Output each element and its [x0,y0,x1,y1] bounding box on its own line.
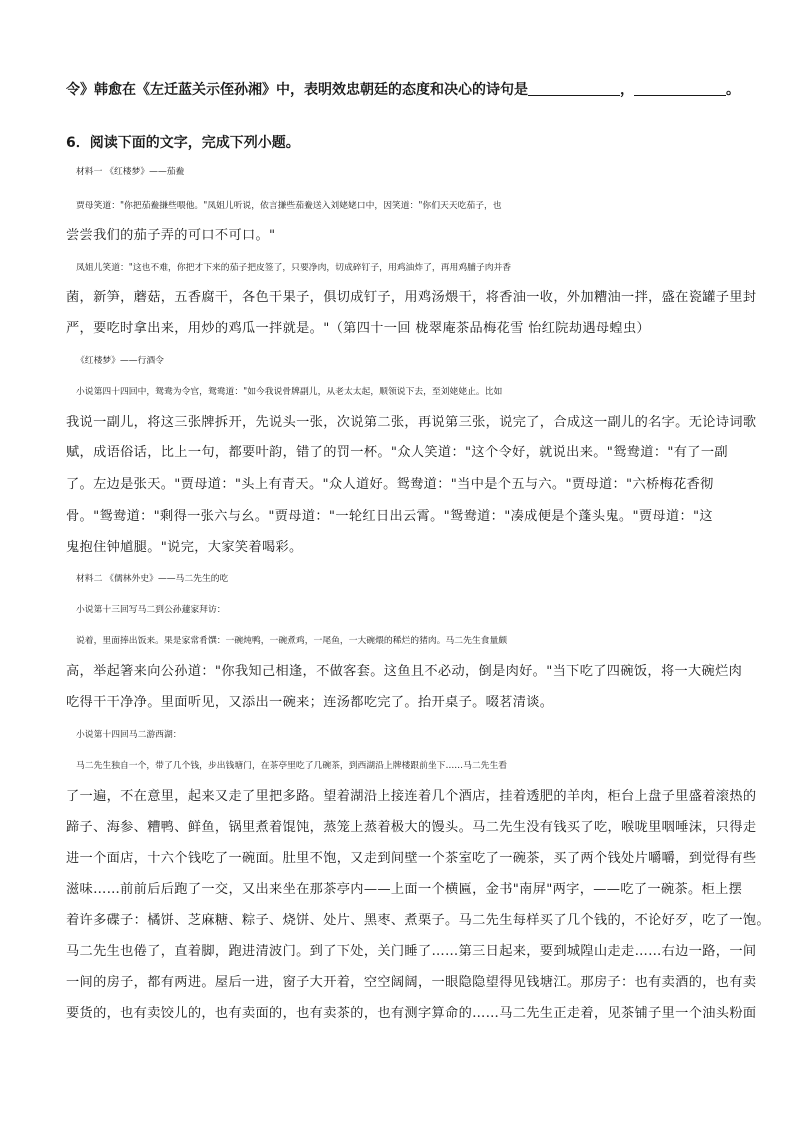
paragraph-line: 严，要吃时拿出来，用炒的鸡瓜一拌就是。"（第四十一回 栊翠庵茶品梅花雪 怡红院劫遇母蝗虫） [66,321,651,336]
material-heading: 材料一 《红楼梦》——茄鲞 [76,167,185,177]
paragraph-line: 滋味……前前后后跑了一交，又出来坐在那茶亭内——上面一个横匾，金书"南屏"两字，——吃了一碗茶。柜上摆 [66,882,743,897]
material-heading: 材料二 《儒林外史》——马二先生的吃 [76,574,229,584]
paragraph-line: 贾母笑道："你把茄鲞搛些喂他。"凤姐儿听说，依言搛些茄鲞送入刘姥姥口中，因笑道："你们天天吃茄子，也 [76,201,502,211]
paragraph-line: 骨。"鸳鸯道："剩得一张六与幺。"贾母道："一轮红日出云霄。"鸳鸯道："凑成便是个蓬头鬼。"贾母道："这 [66,509,713,524]
paragraph-line: 小说第四十四回中，鸳鸯为令官，鸳鸯道："如今我说骨牌副儿，从老太太起，顺领说下去，至刘姥姥止。比如 [76,387,503,397]
answer-blank-1[interactable] [528,83,620,96]
paragraph-line: 高，举起箸来向公孙道："你我知己相逢，不做客套。这鱼且不必动，倒是肉好。"当下吃了四碗饭，将一大碗烂肉 [66,664,743,679]
top-line-end: 。 [726,82,740,98]
paragraph-line: 马二先生也倦了，直着脚，跑进清波门。到了下处，关门睡了……第三日起来，要到城隍山走走……右边一路，一间 [66,944,757,959]
top-line-comma: ， [620,82,634,98]
paragraph-line: 进一个面店，十六个钱吃了一碗面。肚里不饱，又走到间壁一个茶室吃了一碗茶，买了两个钱处片嚼嚼，到觉得有些 [66,851,757,866]
paragraph-line: 尝尝我们的茄子弄的可口不可口。" [66,228,276,243]
paragraph-line: 凤姐儿笑道："这也不难，你把才下来的茄子把皮签了，只要净肉，切成碎钉子，用鸡油炸了，再用鸡脯子肉并香 [76,263,512,273]
paragraph-line: 要货的，也有卖饺儿的，也有卖面的，也有卖茶的，也有测字算命的……马二先生正走着，见茶铺子里一个油头粉面 [66,1006,757,1021]
paragraph-line: 马二先生独自一个，带了几个钱，步出钱塘门，在茶亭里吃了几碗茶，到西湖沿上牌楼跟前坐下……马二先生看 [76,761,508,771]
paragraph-line: 鬼抱住钟馗腿。"说完，大家笑着喝彩。 [66,540,303,555]
fill-in-blank-line [66,80,766,100]
question-heading: 6．阅读下面的文字，完成下列小题。 [66,135,300,151]
paragraph-line: 吃得干干净净。里面听见，又添出一碗来；连汤都吃完了。抬开桌子。啜茗清谈。 [66,695,554,710]
paragraph-line: 了。左边是张天。"贾母道："头上有青天。"众人道好。鸳鸯道："当中是个五与六。"贾母道："六桥梅花香彻 [66,477,714,492]
paragraph-line: 一间的房子，都有两进。屋后一进，窗子大开着，空空阔阔，一眼隐隐望得见钱塘江。那房子：也有卖酒的，也有卖 [66,975,757,990]
top-line-text: 令》韩愈在《左迁蓝关示侄孙湘》中，表明效忠朝廷的态度和决心的诗句是 [66,82,528,98]
paragraph-line: 菌，新笋，蘑菇，五香腐干，各色干果子，俱切成钉子，用鸡汤煨干，将香油一收，外加糟油一拌，盛在瓷罐子里封 [66,290,757,305]
paragraph-line: 了一遍，不在意里，起来又走了里把多路。望着湖沿上接连着几个酒店，挂着透肥的羊肉，柜台上盘子里盛着滚热的 [66,789,757,804]
answer-blank-2[interactable] [634,83,726,96]
paragraph-line: 说着，里面捧出饭来。果是家常肴馔：一碗炖鸭，一碗煮鸡，一尾鱼，一大碗煨的稀烂的猪肉。马二先生食量颇 [76,636,508,646]
paragraph-line: 赋，成语俗话，比上一句，都要叶韵，错了的罚一杯。"众人笑道："这个令好，就说出来。"鸳鸯道："有了一副 [66,445,728,460]
paragraph-line: 蹄子、海参、糟鸭、鲜鱼，锅里煮着馄饨，蒸笼上蒸着极大的馒头。马二先生没有钱买了吃，喉咙里咽唾沫，只得走 [66,820,757,835]
paragraph-line: 着许多碟子：橘饼、芝麻糖、粽子、烧饼、处片、黑枣、煮栗子。马二先生每样买了几个钱的，不论好歹，吃了一饱。 [66,913,770,928]
paragraph-line: 我说一副儿，将这三张牌拆开，先说头一张，次说第二张，再说第三张，说完了，合成这一副儿的名字。无论诗词歌 [66,415,757,430]
paragraph-line: 小说第十三回写马二到公孙蘧家拜访： [76,605,226,615]
paragraph-line: 小说第十四回马二游西湖： [76,730,182,740]
material-heading: 《红楼梦》——行酒令 [76,356,164,366]
